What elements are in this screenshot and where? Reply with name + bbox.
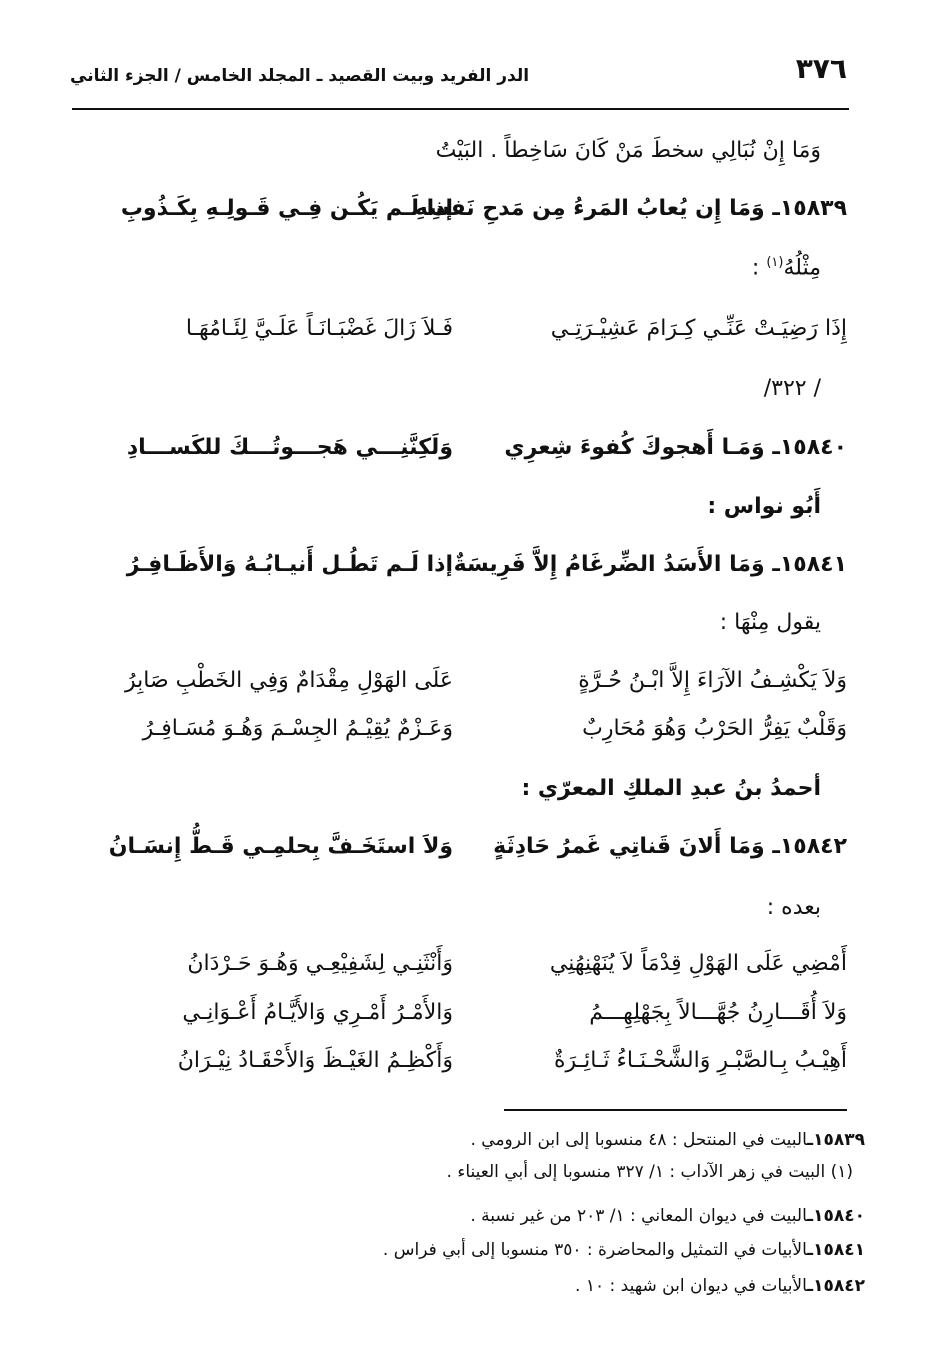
- verse-15841-first: [453, 552, 847, 577]
- poet-ahmad: أحمدُ بنُ عبدِ الملكِ المعرّي :: [521, 776, 821, 801]
- header-rule: [72, 108, 849, 110]
- footnote-item: [470, 1132, 865, 1149]
- footnote-number: (١): [830, 1162, 853, 1182]
- intro-line: وَمَا إِنْ نُبَالِي سخطَ مَنْ كَانَ سَاخِطاً . البَيْتُ: [435, 138, 821, 163]
- footnote-item: [383, 1242, 865, 1259]
- running-title: الدر الفريد وبيت القصيد ـ المجلد الخامس / الجزء الثاني: [70, 66, 530, 86]
- entry-number: ١٥٨٤٠ـ: [772, 435, 847, 460]
- verse-15840-first: [492, 437, 847, 459]
- hemistich-first: وَمَا أَلانَ قَناتِي غَمرُ حَادِثَةٍ: [493, 834, 765, 859]
- verse-4-second: وَأَنْثَنِـي لِشَفِيْعِـي وَهُـوَ حَـرْدَانُ: [187, 951, 453, 976]
- entry-number: ١٥٨٣٩ـ: [772, 196, 847, 221]
- footnote-text: الأبيات في التمثيل والمحاضرة : ٣٥٠ منسوبا إلى أبي فراس .: [382, 1240, 808, 1260]
- hemistich-first: وَمَا إِن يُعابُ المَرءُ مِن مَدحِ نَفسِهِ: [414, 196, 765, 221]
- verse-15840-second: وَلَكِنَّنِـــي هَجـــوتُـــكَ للكَســـادِ: [126, 435, 453, 460]
- entry-number: ١٥٨٤١ـ: [772, 552, 847, 577]
- verse-15841-second: إذا لَـم تَطُـل أَنيـابُـهُ وَالأَظَـافِـرُ: [126, 552, 453, 577]
- verse-5-first: وَلاَ أُقَـــارِنُ جُهَّـــالاً بِجَهْلِهِـــمُ: [589, 1000, 847, 1025]
- footnote-text: البيت في المنتحل : ٤٨ منسوبا إلى ابن الرومي .: [470, 1130, 808, 1150]
- footnote-marker: (١): [766, 255, 784, 270]
- poet-abu-nuwas: أَبُو نواس :: [707, 494, 821, 519]
- footnote-item: [447, 1164, 853, 1181]
- verse-15839-first: [414, 196, 847, 221]
- footnote-item: [470, 1208, 865, 1225]
- footnote-number: ١٥٨٤١ـ: [807, 1240, 865, 1260]
- footnote-text: الأبيات في ديوان ابن شهيد : ١٠ .: [575, 1276, 808, 1296]
- verse-3-second: وَعَـزْمٌ يُقِيْـمُ الجِسْـمَ وَهُـوَ مُسَـافِـرُ: [142, 716, 453, 741]
- verse-6-second: وَأَكْظِـمُ الغَيْـظَ وَالأَحْقَـادُ نِيْـرَانُ: [177, 1048, 453, 1073]
- verse-6-first: أَهِيْـبُ بِـالصَّبْـرِ وَالشَّحْـنَـاءُ ثَـائِـرَةٌ: [553, 1048, 847, 1073]
- footnote-number: ١٥٨٤٢ـ: [807, 1276, 865, 1296]
- footnote-text: البيت في ديوان المعاني : ١/ ٢٠٣ من غير نسبة .: [470, 1206, 808, 1226]
- colon: :: [751, 255, 760, 281]
- verse-15842-first: [492, 836, 847, 858]
- footnote-number: ١٥٨٤٠ـ: [807, 1206, 865, 1226]
- footnote-number: ١٥٨٣٩ـ: [807, 1130, 865, 1150]
- verse-4-first: أَمْضِي عَلَى الهَوْلِ قِدْمَاً لاَ يُنَهْنِهُنِي: [549, 951, 847, 976]
- mithluhu-line: [752, 256, 821, 279]
- verse-2-second: عَلَى الهَوْلِ مِقْدَامٌ وَفِي الخَطْبِ صَابِرُ: [124, 668, 453, 693]
- verse-3-first: وَقَلْبٌ يَفِرُّ الحَرْبُ وَهُوَ مُحَارِبٌ: [582, 716, 847, 741]
- hemistich-first: وَمَـا أَهجوكَ كُفوءَ شِعرِي: [504, 435, 765, 460]
- verse-5-second: وَالأَمْـرُ أَمْـرِي وَالأَيَّـامُ أَعْـوَانِـي: [182, 1000, 453, 1025]
- footnote-item: [575, 1278, 865, 1295]
- footnote-text: البيت في زهر الآداب : ١/ ٣٢٧ منسوبا إلى أبي العيناء .: [446, 1162, 826, 1182]
- verse-15839-second: إذا لَـم يَكُـن فِـي قَـولِـهِ بِكَـذُوبِ: [120, 196, 453, 221]
- verse-15842-second: وَلاَ استَخَـفَّ بِحلمِـي قَـطُّ إِنسَـانُ: [108, 834, 453, 859]
- entry-number: ١٥٨٤٢ـ: [772, 834, 847, 859]
- page-number: ٣٧٦: [795, 52, 847, 85]
- mithluhu-word: مِثْلُهُ: [783, 255, 821, 281]
- verse-1-second: فَـلاَ زَالَ غَضْبَـانَـاً عَلَـيَّ لِئَـامُهَـا: [185, 316, 453, 341]
- hemistich-first: وَمَا الأَسَدُ الضِّرغَامُ إِلاَّ فَرِيسَةٌ: [453, 552, 765, 577]
- verse-2-first: وَلاَ يَكْشِـفُ الآرَاءَ إِلاَّ ابْـنُ حُـرَّةٍ: [578, 668, 847, 693]
- yaqul-minha: يقول مِنْهَا :: [719, 610, 821, 635]
- footnote-rule: [504, 1109, 847, 1111]
- verse-1-first: إِذَا رَضِيَـتْ عَنِّـي كِـرَامَ عَشِيْـرَتِـي: [550, 316, 847, 341]
- reference-322: / ٣٢٢/: [763, 376, 821, 401]
- baadahu: بعده :: [766, 895, 821, 920]
